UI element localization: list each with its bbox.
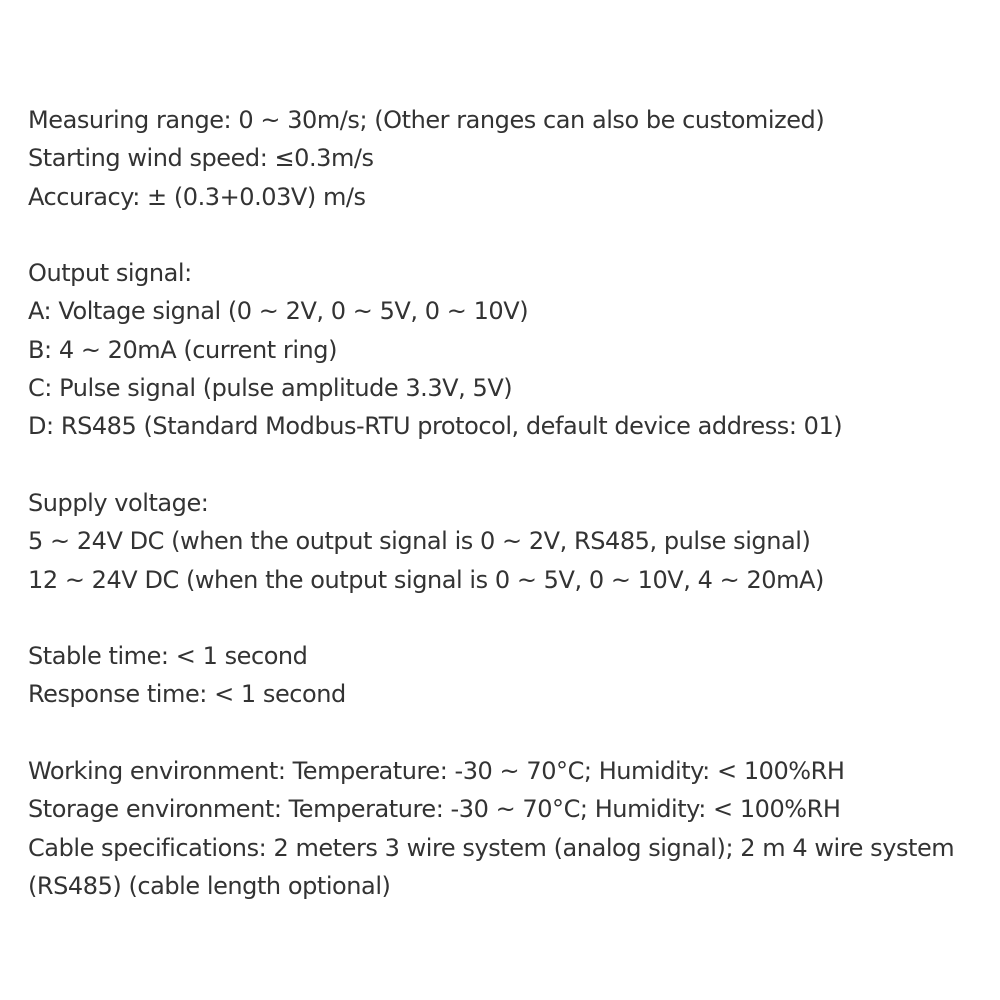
response-time-text: Response time: < 1 second (28, 680, 346, 709)
section-spacer (28, 714, 993, 752)
output-option-b: B: 4 ~ 20mA (current ring) (28, 335, 337, 364)
section-spacer (28, 599, 993, 637)
supply-voltage-12-24: 12 ~ 24V DC (when the output signal is 0 ~ 5V, 0 ~ 10V, 4 ~ 20mA) (28, 565, 824, 594)
measuring-range-text: Measuring range: 0 ~ 30m/s; (Other ranges can also be customized) (28, 106, 825, 134)
output-option-c: C: Pulse signal (pulse amplitude 3.3V, 5V) (28, 374, 513, 403)
cable-spec-text-continued: (RS485) (cable length optional) (28, 871, 391, 900)
section-spacer (28, 446, 993, 484)
accuracy-text: Accuracy: ± (0.3+0.03V) m/s (28, 182, 366, 211)
output-option-a: A: Voltage signal (0 ~ 2V, 0 ~ 5V, 0 ~ 10V) (28, 297, 529, 326)
working-environment-text: Working environment: Temperature: -30 ~ 70°C; Humidity: < 100%RH (28, 757, 845, 786)
spec-sheet (28, 101, 993, 905)
section-spacer (28, 216, 993, 254)
output-option-d: D: RS485 (Standard Modbus-RTU protocol, default device address: 01) (28, 412, 843, 441)
cable-spec-text: Cable specifications: 2 meters 3 wire system (analog signal); 2 m 4 wire system (28, 833, 955, 862)
output-signal-heading: Output signal: (28, 259, 192, 288)
stable-time-text: Stable time: < 1 second (28, 642, 308, 671)
supply-voltage-5-24: 5 ~ 24V DC (when the output signal is 0 ~ 2V, RS485, pulse signal) (28, 527, 811, 556)
storage-environment-text: Storage environment: Temperature: -30 ~ 70°C; Humidity: < 100%RH (28, 795, 841, 824)
supply-voltage-heading: Supply voltage: (28, 488, 209, 517)
starting-wind-speed-text: Starting wind speed: ≤0.3m/s (28, 144, 374, 173)
